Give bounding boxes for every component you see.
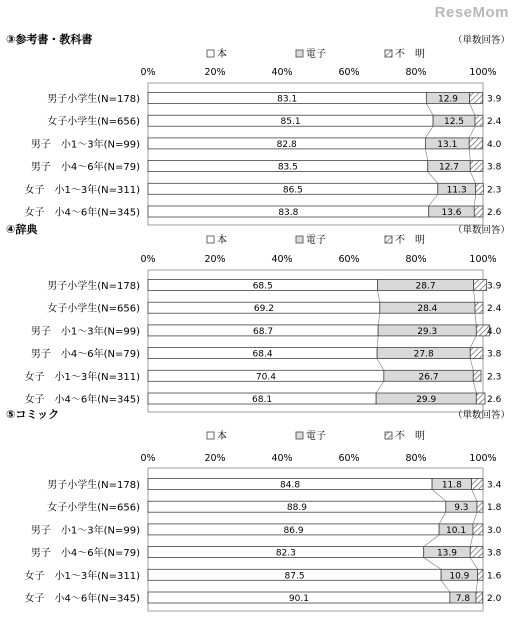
connector-line: [469, 149, 470, 161]
connector-line: [470, 535, 473, 547]
legend-label: 本: [217, 431, 227, 442]
x-tick-label: 100%: [469, 254, 497, 265]
data-label: 82.8: [276, 139, 297, 150]
connector-line: [470, 172, 475, 184]
data-label: 83.5: [277, 162, 298, 173]
category-label: 女子小学生(N=656): [47, 116, 140, 128]
connector-line: [424, 558, 441, 570]
category-label: 男子小学生(N=178): [47, 480, 140, 491]
connector-line: [474, 291, 475, 303]
connector-line: [476, 580, 478, 592]
x-tick-label: 20%: [204, 254, 226, 265]
category-label: 男子 小4～6年(N=79): [30, 162, 140, 174]
category-label: 男子 小4～6年(N=79): [30, 548, 140, 560]
data-label: 86.5: [282, 185, 303, 196]
data-label: 68.7: [253, 326, 274, 337]
bar-segment: [470, 161, 483, 172]
x-tick-label: 100%: [469, 453, 497, 464]
data-label: 3.9: [487, 281, 502, 292]
data-label: 29.3: [417, 326, 438, 337]
x-tick-label: 0%: [140, 254, 156, 265]
x-tick-label: 100%: [469, 67, 497, 78]
connector-line: [425, 126, 433, 138]
connector-line: [470, 104, 475, 116]
connector-line: [469, 126, 475, 138]
data-label: 68.4: [252, 349, 273, 360]
connector-line: [377, 336, 378, 348]
legend-label: 不 明: [395, 431, 425, 442]
category-label: 男子小学生(N=178): [47, 94, 140, 105]
connector-line: [426, 104, 433, 116]
legend-label: 電子: [306, 49, 326, 60]
bar-segment: [478, 569, 483, 580]
legend-swatch: [207, 50, 214, 57]
note-label: （単数回答）: [452, 410, 510, 421]
data-label: 27.8: [413, 349, 434, 360]
bar-segment: [475, 115, 483, 126]
x-tick-label: 40%: [271, 67, 293, 78]
data-label: 3.9: [487, 94, 502, 105]
x-tick-label: 40%: [271, 453, 293, 464]
data-label: 4.0: [487, 326, 502, 337]
legend-label: 本: [217, 235, 227, 246]
legend-swatch: [385, 432, 392, 439]
x-tick-label: 0%: [140, 453, 156, 464]
legend-label: 本: [217, 49, 227, 60]
data-label: 13.6: [441, 208, 462, 218]
panel-title: ③参考書・教科書: [6, 33, 93, 46]
x-tick-label: 60%: [338, 453, 360, 464]
data-label: 2.6: [487, 208, 502, 218]
data-label: 4.0: [487, 139, 502, 150]
category-label: 男子 小1～3年(N=99): [30, 139, 140, 151]
x-tick-label: 60%: [338, 67, 360, 78]
data-label: 2.4: [487, 117, 502, 128]
legend-swatch: [296, 50, 303, 57]
data-label: 85.1: [280, 117, 301, 128]
note-label: （単数回答）: [452, 35, 510, 46]
data-label: 2.0: [487, 594, 502, 604]
legend-label: 電子: [306, 431, 326, 442]
data-label: 88.9: [286, 503, 307, 514]
x-tick-label: 80%: [405, 254, 427, 265]
bar-segment: [469, 138, 482, 149]
connector-line: [377, 291, 379, 303]
connector-line: [429, 194, 438, 206]
data-label: 11.8: [441, 480, 462, 491]
data-label: 83.8: [278, 208, 299, 218]
legend-swatch: [207, 432, 214, 439]
x-tick-label: 80%: [405, 453, 427, 464]
data-label: 28.7: [415, 281, 436, 292]
data-label: 70.4: [255, 372, 276, 383]
connector-line: [425, 149, 427, 161]
category-label: 女子 小1～3年(N=311): [24, 184, 140, 196]
category-label: 女子小学生(N=656): [47, 303, 140, 315]
data-label: 2.4: [487, 304, 502, 315]
data-label: 68.5: [252, 281, 273, 292]
data-label: 69.2: [253, 304, 274, 315]
data-label: 9.3: [454, 503, 469, 514]
connector-line: [439, 512, 446, 524]
data-label: 86.9: [283, 525, 304, 536]
data-label: 3.8: [487, 349, 502, 360]
legend-label: 不 明: [395, 235, 425, 246]
x-tick-label: 0%: [140, 67, 156, 78]
connector-line: [378, 313, 380, 325]
data-label: 2.6: [487, 395, 502, 405]
data-label: 7.8: [455, 594, 471, 604]
connector-line: [377, 359, 384, 371]
category-label: 女子 小1～3年(N=311): [24, 570, 140, 582]
category-label: 女子小学生(N=656): [47, 502, 140, 514]
watermark: ReseMom: [434, 4, 509, 21]
bar-segment: [476, 183, 484, 194]
bar-segment: [470, 348, 483, 359]
data-label: 29.9: [416, 395, 437, 405]
data-label: 84.8: [280, 480, 301, 491]
x-tick-label: 20%: [204, 67, 226, 78]
connector-line: [475, 313, 476, 325]
data-label: 3.8: [487, 162, 502, 173]
note-label: （単数回答）: [452, 225, 510, 236]
panel-title: ④辞典: [6, 223, 38, 236]
data-label: 13.9: [436, 548, 458, 559]
data-label: 1.8: [487, 503, 502, 514]
data-label: 12.9: [437, 94, 459, 105]
data-label: 82.3: [275, 548, 296, 559]
bar-segment: [474, 206, 483, 217]
data-label: 3.0: [487, 525, 502, 536]
x-tick-label: 80%: [405, 67, 427, 78]
connector-line: [470, 336, 476, 348]
data-label: 10.9: [449, 571, 470, 582]
connector-line: [441, 580, 450, 592]
connector-line: [472, 490, 477, 502]
bar-segment: [473, 370, 481, 381]
x-tick-label: 60%: [338, 254, 360, 265]
data-label: 90.1: [288, 594, 309, 604]
plot-frame: [148, 83, 483, 225]
data-label: 2.3: [487, 185, 502, 196]
connector-line: [473, 512, 477, 524]
data-label: 3.8: [487, 548, 502, 559]
category-label: 女子 小4～6年(N=345): [24, 207, 140, 219]
data-label: 11.3: [446, 185, 467, 196]
x-tick-label: 40%: [271, 254, 293, 265]
connector-line: [470, 359, 473, 371]
bar-segment: [472, 479, 483, 490]
connector-line: [376, 381, 384, 393]
category-label: 男子 小1～3年(N=99): [30, 525, 140, 537]
category-label: 女子 小1～3年(N=311): [24, 371, 140, 383]
data-label: 12.5: [443, 117, 465, 128]
data-label: 87.5: [284, 571, 305, 582]
x-tick-label: 20%: [204, 453, 226, 464]
bar-segment: [476, 592, 483, 603]
connector-line: [428, 172, 438, 184]
data-label: 10.1: [446, 525, 467, 536]
category-label: 女子 小4～6年(N=345): [24, 593, 140, 605]
data-label: 3.4: [487, 480, 502, 491]
legend-label: 電子: [306, 235, 326, 246]
category-label: 男子 小1～3年(N=99): [30, 326, 140, 338]
legend-swatch: [296, 236, 303, 243]
connector-line: [424, 535, 439, 547]
data-label: 1.6: [487, 571, 502, 582]
bar-segment: [475, 302, 483, 313]
legend-label: 不 明: [395, 49, 425, 60]
connector-line: [470, 558, 477, 570]
bar-segment: [476, 393, 485, 404]
bar-segment: [477, 501, 483, 512]
data-label: 28.4: [417, 304, 438, 315]
data-label: 13.1: [437, 139, 458, 150]
connector-line: [474, 194, 475, 206]
bar-segment: [470, 93, 483, 104]
bar-segment: [474, 280, 487, 291]
connector-line: [473, 381, 476, 393]
data-label: 2.3: [487, 372, 502, 383]
category-label: 女子 小4～6年(N=345): [24, 394, 140, 406]
panel-title: ⑤コミック: [6, 408, 60, 421]
connector-line: [432, 490, 446, 502]
category-label: 男子小学生(N=178): [47, 281, 140, 292]
data-label: 12.7: [438, 162, 460, 173]
legend-swatch: [385, 236, 392, 243]
data-label: 26.7: [418, 372, 439, 383]
data-label: 83.1: [277, 94, 298, 105]
bar-segment: [470, 547, 483, 558]
legend-swatch: [296, 432, 303, 439]
data-label: 68.1: [252, 395, 273, 405]
bar-segment: [473, 524, 483, 535]
legend-swatch: [385, 50, 392, 57]
category-label: 男子 小4～6年(N=79): [30, 349, 140, 361]
legend-swatch: [207, 236, 214, 243]
